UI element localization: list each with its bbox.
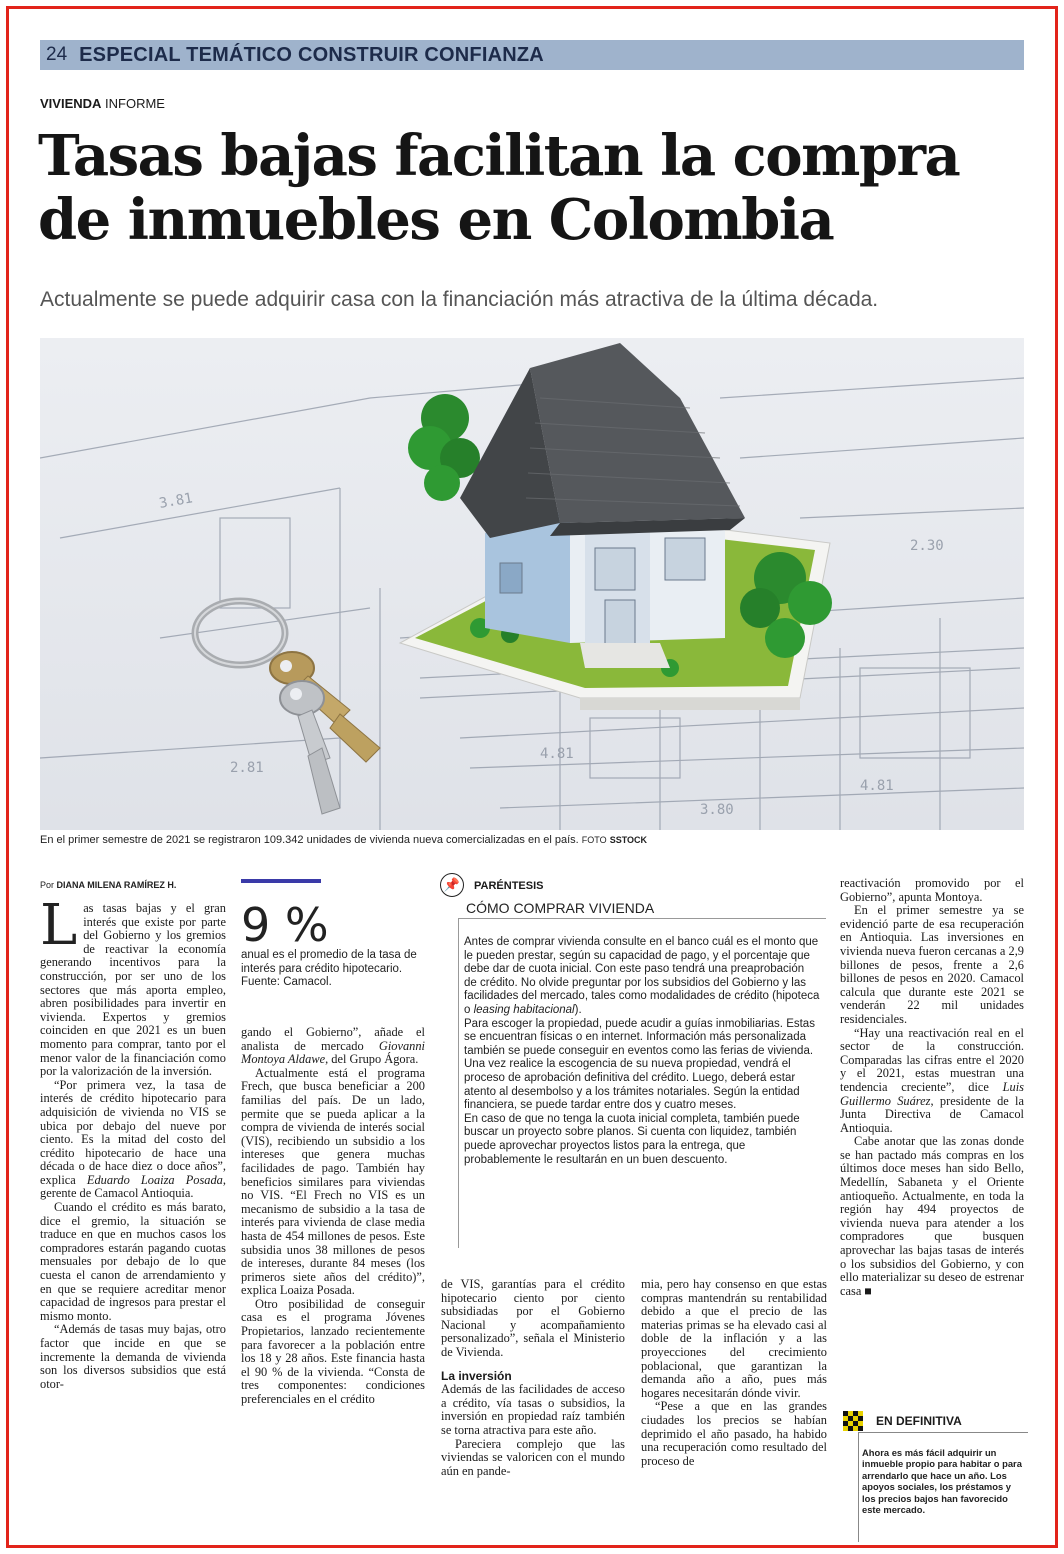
col2-p1 — [241, 1026, 425, 1067]
stat-rule — [241, 879, 321, 883]
checker-icon — [843, 1411, 863, 1431]
section-title: ESPECIAL TEMÁTICO CONSTRUIR CONFIANZA — [79, 43, 544, 66]
byline — [40, 880, 176, 890]
col3-p1: de VIS, garantías para el crédito hipotecario ciento por ciento subsidiadas por el Gobierno Nacional y acompañamiento personalizado”, señala el Ministerio de Vivienda. — [441, 1277, 625, 1359]
col2-p1-text-a: gando el Gobierno”, añade el analista de mercado — [241, 1025, 425, 1053]
subhead-la-inversion: La inversión — [441, 1368, 512, 1383]
blueprint-label-2: 4.81 — [540, 746, 574, 762]
col5-p2: En el primer semestre ya se evidenció parte de esa recuperación en Antioquia. Las inversiones en vivienda nueva fueron cercanas a 2,9 billones de pesos, frente a 2,6 billones de pesos en 2020. Camacol calcula que durante este 2021 se venderán 22 mil unidades residenciales. — [840, 903, 1024, 1026]
col1-p2-text-a: “Por primera vez, la tasa de interés de crédito hipotecario para adquisición de vivienda no VIS se ubica por debajo del nueve por ciento. Es la mitad del costo del crédito hipotecario de hace una década o de hace diez o doce años”, explica — [40, 1077, 226, 1187]
article-column-2 — [241, 1026, 425, 1407]
col5-p3 — [840, 1027, 1024, 1136]
col1-p1: as tasas bajas y el gran interés que existe por parte del Gobierno y los gremios de reactivar la economía generando incentivos para la construcción, por ser uno de los sectores que más aporta empleo, abren posibilidades para invertir en vivienda. Expertos y gremios coinciden en que 2021 es un buen momento para comprar, tanto por el menor valor de la financiación como por la valorización de la inversión. — [40, 901, 226, 1079]
kicker — [40, 96, 165, 111]
article-column-4 — [641, 1278, 827, 1468]
parentesis-p3: Una vez realice la escogencia de su nueva propiedad, vendrá el proceso de aprobación definitiva del crédito. Luego, deberá estar atento al desembolso y a los trámites notariales. Según la entidad financiera, se puede tardar entre dos y cuatro meses. — [464, 1058, 800, 1112]
blueprint-label-6: 4.81 — [860, 778, 894, 794]
kicker-type: INFORME — [105, 96, 165, 111]
parentesis-title: CÓMO COMPRAR VIVIENDA — [466, 900, 655, 916]
col3-p2: Además de las facilidades de acceso a crédito, vía tasas o subsidios, la inversión en propiedad raíz también se torna atractiva para este año. — [441, 1382, 625, 1437]
parentesis-p4: En caso de que no tenga la cuota inicial completa, también puede buscar un proyecto sobre planos. Si cuenta con liquidez, también puede aprovechar proyectos listos para la entrega, que probablemente le resultarán en un buen descuento. — [464, 1112, 800, 1166]
col3-p3: Pareciera complejo que las viviendas se valoricen con el mundo aún en pande- — [441, 1436, 625, 1478]
kicker-section: VIVIENDA — [40, 96, 102, 111]
col2-p1-name: Giovanni Montoya Aldawe — [241, 1038, 425, 1067]
col1-p4: “Además de tasas muy bajas, otro factor que incide en que se incremente la demanda de vivienda son los diversos subsidios que está otor- — [40, 1322, 226, 1391]
col4-p2: “Pese a que en las grandes ciudades los precios se habían deprimido el año pasado, ha habido una recuperación como resultado del proceso de — [641, 1399, 827, 1468]
article-column-1 — [40, 893, 226, 1391]
en-definitiva-text: Ahora es más fácil adquirir un inmueble propio para habitar o para arrendarlo que hace un año. Los apoyos sociales, los préstamos y los precios bajos han favorecido este mercado. — [862, 1447, 1022, 1516]
blueprint-label-1: 3.81 — [157, 490, 194, 512]
col5-p4: Cabe anotar que las zonas donde se han pactado más compras en los últimos doce meses han sido Bello, Medellín, Sabaneta y el Oriente antioqueño. Actualmente, en toda la región hay 494 proyectos de vivienda nueva para atender a los compradores que busquen aprovechar las bajas tasas de interés o los subsidios del Gobierno, y con ello materializar su deseo de estrenar casa ■ — [840, 1134, 1024, 1298]
parentesis-label: PARÉNTESIS — [474, 880, 544, 892]
col1-p2-text-b: , gerente de Camacol Antioquia. — [40, 1172, 226, 1201]
col2-p2: Actualmente está el programa Frech, que busca beneficiar a 200 familias del país. De un lado, permite que se pueda aplicar a la compra de vivienda de interés social (VIS), recibiendo un subsidio a los intereses que genera muchas facilidades de pago. También hay beneficios similares para viviendas no VIS. “El Frech no VIS es un mecanismo de subsidio a la tasa de interés para vivienda de clase media hasta de 454 millones de pesos. Este subsidia unos 38 millones de pesos de intereses, durante 84 meses (los primeros siete años del crédito)”, explica Loaiza Posada. — [241, 1065, 425, 1298]
photo-illustration — [40, 338, 1024, 830]
stat-description: anual es el promedio de la tasa de interés para crédito hipotecario. Fuente: Camacol. — [241, 949, 417, 988]
photo-caption — [40, 834, 1024, 846]
en-definitiva-label: EN DEFINITIVA — [876, 1414, 962, 1428]
col5-p3-text-a: “Hay una reactivación real en el sector de la construcción. Comparadas las cifras entre el 2020 y el 2021, estas muestran una tendencia creciente”, dice — [840, 1025, 1024, 1094]
lead-paragraph — [40, 893, 226, 1079]
col1-p2 — [40, 1079, 226, 1201]
stat-value: 9 % — [241, 898, 329, 952]
parentesis-p2: Para escoger la propiedad, puede acudir a guías inmobiliarias. Estas se encuentran físicas o en internet. Información más personalizada también se puede conseguir en eventos como las ferias de vivienda. — [464, 1017, 815, 1057]
parentesis-p1 — [464, 936, 820, 1018]
parentesis-p1-em: leasing habitacional — [473, 1003, 575, 1016]
section-header — [40, 40, 1024, 70]
article-column-5 — [840, 877, 1024, 1298]
dek: Actualmente se puede adquirir casa con la financiación más atractiva de la última década. — [40, 288, 879, 311]
photo-credit: SSTOCK — [609, 835, 648, 845]
blueprint-label-5: 2.30 — [910, 538, 944, 554]
col5-p3-text-b: , presidente de la Junta Directiva de Camacol Antioquia. — [840, 1093, 1024, 1135]
col5-p1: reactivación promovido por el Gobierno”, apunta Montoya. — [840, 876, 1024, 904]
col1-p3: Cuando el crédito es más barato, dice el gremio, la situación se traduce en que en muchos casos los compradores estarán pagando cuotas mensuales por debajo de lo que cuesta el canon de arrendamiento y en que se requiere acreditar menor capacidad de ingresos para prestar el mismo monto. — [40, 1200, 226, 1323]
blueprint-label-3: 2.81 — [230, 760, 264, 776]
photo-credit-label: FOTO — [581, 835, 607, 845]
parentesis-p1-text-b: ). — [574, 1003, 582, 1016]
article-column-3 — [441, 1278, 625, 1478]
parentesis-p1-text-a: Antes de comprar vivienda consulte en el banco cuál es el monto que le pueden prestar, según su capacidad de pago, y el porcentaje que debe dar de cuota inicial. Con este paso tendrá una preaprobación de crédito. No olvide preguntar por los subsidios del Gobierno y las facilidades del mercado, tales como modalidades de crédito (hipoteca o — [464, 936, 820, 1016]
col4-p1: mia, pero hay consenso en que estas compras mantendrán su rentabilidad debido a que el precio de las materias primas se ha elevado casi al doble de la inflación y a las proyecciones del crecimiento poblacional, que garantizan la demanda año a año, pues más hogares necesitarán dónde vivir. — [641, 1277, 827, 1400]
dropcap: L — [40, 893, 78, 958]
parentesis-body — [464, 936, 820, 1167]
pushpin-icon: 📌 — [440, 873, 464, 897]
byline-author: DIANA MILENA RAMÍREZ H. — [56, 880, 177, 890]
blueprint-label-4: 3.80 — [700, 802, 734, 818]
col2-p1-text-b: , del Grupo Ágora. — [325, 1052, 419, 1067]
col5-p3-name: Luis Guillermo Suárez — [840, 1079, 1024, 1108]
page-number: 24 — [46, 44, 68, 65]
byline-prefix: Por — [40, 880, 55, 890]
col2-p3: Otro posibilidad de conseguir casa es el programa Jóvenes Propietarios, lanzado recientemente para favorecer a la población entre los 18 y 28 años. Este financia hasta el 90 % de la vivienda. “Consta de tres componentes: condiciones preferenciales en el crédito — [241, 1296, 425, 1407]
col1-p2-name: Eduardo Loaiza Posada — [86, 1172, 223, 1187]
headline: Tasas bajas facilitan la compra de inmuebles en Colombia — [38, 123, 960, 253]
caption-text: En el primer semestre de 2021 se registraron 109.342 unidades de vivienda nueva comercializadas en el país. — [40, 834, 579, 846]
house-keys-photo — [40, 338, 1024, 830]
